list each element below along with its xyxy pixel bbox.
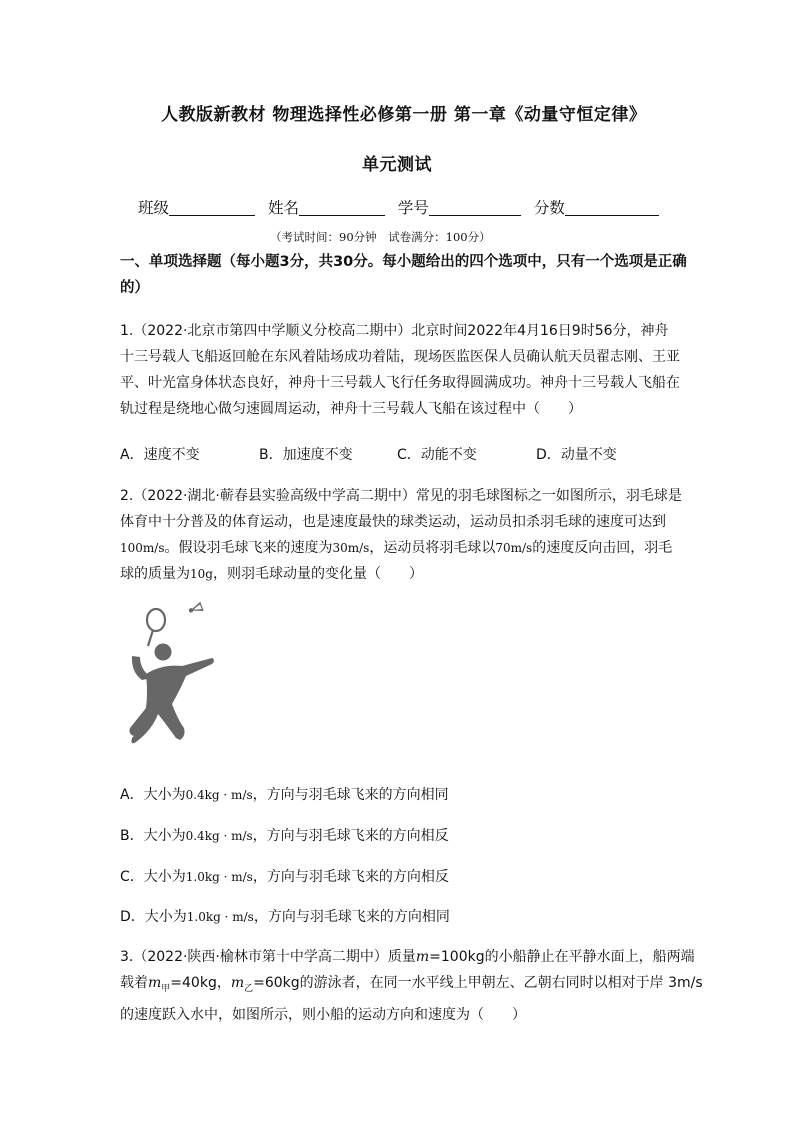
q2-speed-30: 30m/s [332, 541, 370, 555]
q2-option-d-value: 1.0kg · m/s [186, 910, 254, 924]
q2-line4-text2: ，则羽毛球动量的变化量（ ） [212, 566, 423, 582]
q3-mass-symbol: m [415, 949, 430, 965]
q3-mass-yi-sub: 乙 [244, 983, 254, 994]
q2-speed-100: 100m/s [120, 541, 165, 555]
student-info-row [138, 196, 659, 218]
student-id-blank [429, 199, 521, 216]
q2-line3-text1: 。假设羽毛球飞来的速度为 [164, 540, 333, 556]
q1-option-c: C．动能不变 [397, 447, 477, 463]
q1-option-b: B．加速度不变 [259, 447, 353, 463]
score-label: 分数 [533, 199, 565, 217]
q2-line3-text3: 的速度反向击回，羽毛 [532, 540, 673, 556]
class-blank [169, 199, 255, 216]
q3-line2-text2: =40kg， [170, 975, 231, 991]
q2-option-d-prefix: D．大小为 [120, 909, 187, 925]
score-blank [565, 199, 659, 216]
question-2 [120, 483, 680, 587]
q3-mass-jia-sub: 甲 [161, 983, 171, 994]
q1-line4: 轨过程是绕地心做匀速圆周运动，神舟十三号载人飞船在该过程中（ ） [120, 401, 582, 417]
document-title-line2: 单元测试 [362, 155, 432, 175]
section-heading [120, 249, 687, 301]
section-heading-line1: 一、单项选择题（每小题3分，共30分。每小题给出的四个选项中，只有一个选项是正确 [120, 254, 687, 270]
q1-option-a: A．速度不变 [120, 447, 200, 463]
q2-line4-text1: 球的质量为 [120, 566, 190, 582]
q2-option-c-value: 1.0kg · m/s [185, 870, 253, 884]
name-blank [299, 199, 385, 216]
q2-option-c-prefix: C．大小为 [120, 869, 186, 885]
q2-option-a-prefix: A．大小为 [120, 787, 186, 803]
q2-option-d [120, 906, 450, 926]
q2-option-c [120, 866, 449, 886]
q2-line2: 体育中十分普及的体育运动，也是速度最快的球类运动，运动员扣杀羽毛球的速度可达到 [120, 514, 666, 530]
class-label: 班级 [138, 199, 170, 217]
q2-option-a-suffix: ，方向与羽毛球飞来的方向相同 [252, 787, 449, 803]
section-heading-line2: 的） [120, 280, 149, 296]
q1-line1: 1.（2022·北京市第四中学顺义分校高二期中）北京时间2022年4月16日9时56分，神舟 [120, 323, 669, 339]
badminton-player-icon [118, 600, 226, 760]
name-label: 姓名 [267, 199, 299, 217]
question-3 [120, 944, 703, 1028]
q3-line2 [120, 970, 703, 1002]
q3-mass-yi-symbol: m [230, 975, 245, 991]
q2-line3-text2: ，运动员将羽毛球以 [369, 540, 496, 556]
q2-option-a-value: 0.4kg · m/s [185, 788, 253, 802]
q2-option-a [120, 784, 449, 804]
document-title-line1: 人教版新教材 物理选择性必修第一册 第一章《动量守恒定律》 [161, 105, 647, 125]
q2-option-c-suffix: ，方向与羽毛球飞来的方向相反 [252, 869, 449, 885]
q3-mass-jia-symbol: m [148, 975, 162, 991]
shuttlecock-icon [188, 603, 203, 615]
q3-line2-text3: =60kg的游泳者，在同一水平线上甲朝左、乙朝右同时以相对于岸 3m/s [253, 975, 703, 991]
q2-option-b-prefix: B．大小为 [120, 828, 186, 844]
q2-line3 [120, 535, 680, 561]
q1-option-d: D．动量不变 [536, 447, 617, 463]
question-1 [120, 318, 680, 422]
student-id-label: 学号 [397, 199, 429, 217]
q2-line4 [120, 561, 680, 587]
q1-line2: 十三号载人飞船返回舱在东风着陆场成功着陆，现场医监医保人员确认航天员翟志刚、王亚 [120, 349, 680, 365]
q2-option-b-suffix: ，方向与羽毛球飞来的方向相反 [252, 828, 449, 844]
q3-line3: 的速度跃入水中，如图所示，则小船的运动方向和速度为（ ） [120, 1006, 526, 1023]
q2-speed-70: 70m/s [495, 541, 533, 555]
q2-option-b [120, 825, 449, 845]
q2-option-d-suffix: ，方向与羽毛球飞来的方向相同 [253, 909, 450, 925]
q2-mass: 10g [190, 567, 213, 581]
q2-option-b-value: 0.4kg · m/s [185, 829, 253, 843]
q3-line1-text2: =100kg的小船静止在平静水面上，船两端 [429, 949, 695, 965]
q3-line2-text1: 载着 [120, 975, 148, 991]
q1-line3: 平、叶光富身体状态良好，神舟十三号载人飞行任务取得圆满成功。神舟十三号载人飞船在 [120, 375, 680, 391]
q2-line1: 2.（2022·湖北·蕲春县实验高级中学高二期中）常见的羽毛球图标之一如图所示，羽毛球是 [120, 488, 682, 504]
q3-line1 [120, 944, 695, 970]
q3-line1-text1: 3.（2022·陕西·榆林市第十中学高二期中）质量 [120, 949, 416, 965]
exam-note: （考试时间：90分钟 试卷满分：100分） [270, 230, 491, 244]
